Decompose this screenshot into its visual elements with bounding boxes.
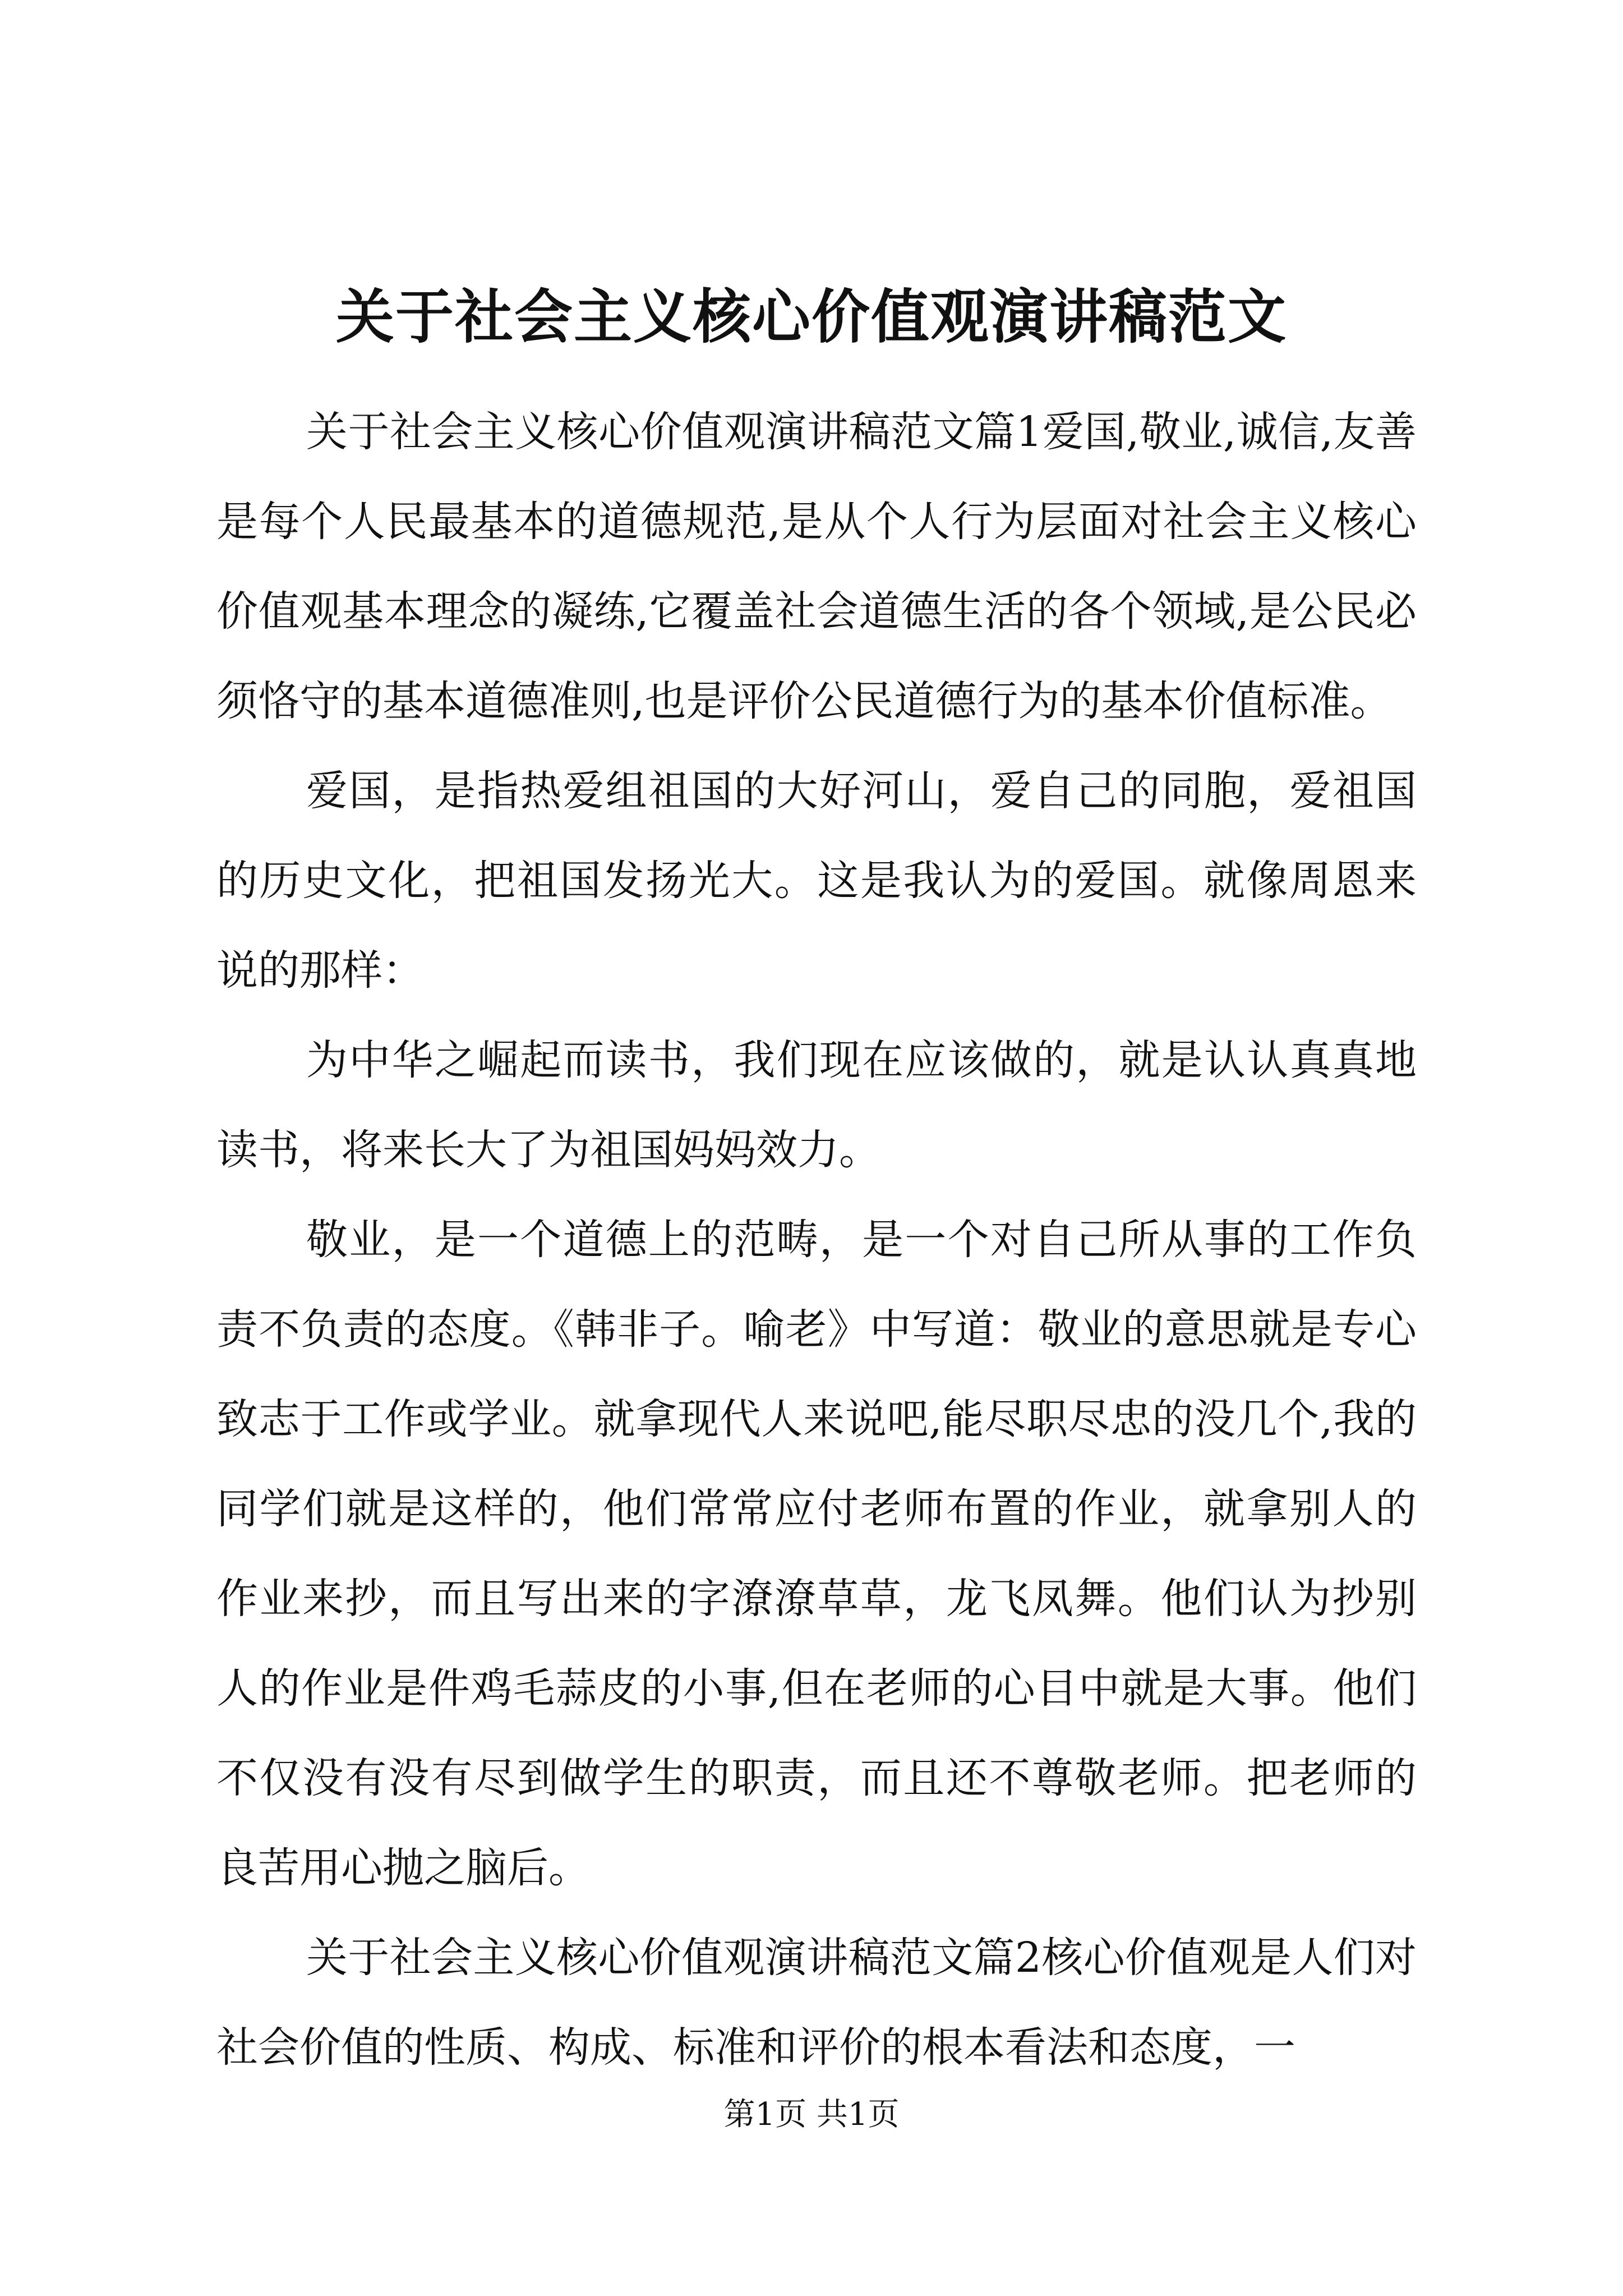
paragraph: 关于社会主义核心价值观演讲稿范文篇1爱国,敬业,诚信,友善是每个人民最基本的道德规范,是从个人行为层面对社会主义核心价值观基本理念的凝练,它覆盖社会道德生活的各个领域,是公民必须恪守的基本道德准则,也是评价公民道德行为的基本价值标准。 [216,408,1417,725]
document-title: 关于社会主义核心价值观演讲稿范文 [335,282,1287,351]
page-footer: 第1页 共1页 [723,2096,900,2133]
paragraph: 爱国，是指热爱组祖国的大好河山，爱自己的同胞，爱祖国的历史文化，把祖国发扬光大。这是我认为的爱国。就像周恩来说的那样： [216,767,1417,995]
document-body [216,387,1417,2092]
paragraph: 敬业，是一个道德上的范畴，是一个对自己所从事的工作负责不负责的态度。《韩非子。喻老》中写道：敬业的意思就是专心致志于工作或学业。就拿现代人来说吧,能尽职尽忠的没几个,我的同学们就是这样的，他们常常应付老师布置的作业，就拿别人的作业来抄，而且写出来的字潦潦草草，龙飞凤舞。他们认为抄别人的作业是件鸡毛蒜皮的小事,但在老师的心目中就是大事。他们不仅没有没有尽到做学生的职责，而且还不尊敬老师。把老师的良苦用心抛之脑后。 [216,1216,1417,1892]
paragraph: 关于社会主义核心价值观演讲稿范文篇2核心价值观是人们对社会价值的性质、构成、标准和评价的根本看法和态度，一 [216,1934,1417,2072]
paragraph: 为中华之崛起而读书，我们现在应该做的，就是认认真真地读书，将来长大了为祖国妈妈效力。 [216,1036,1417,1174]
